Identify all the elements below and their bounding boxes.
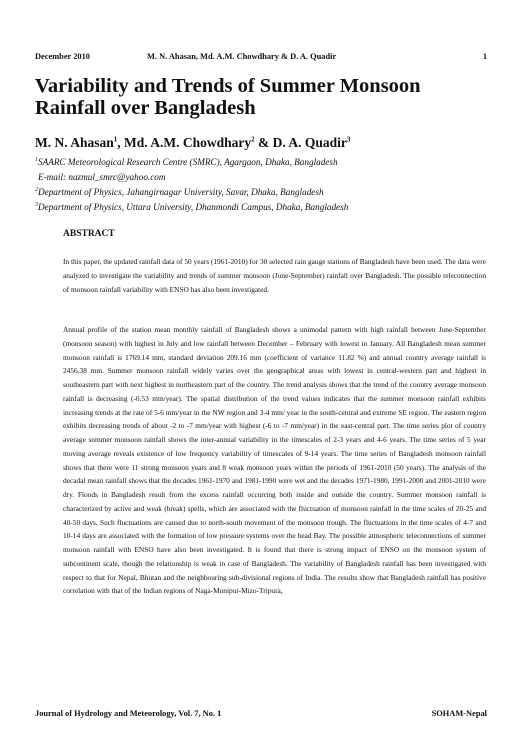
author-name: Md. A.M. Chowdhary (124, 135, 252, 150)
author-affil-marker: 2 (251, 135, 255, 144)
affiliation-marker: 3 (35, 202, 38, 209)
affiliation-line (35, 154, 505, 169)
issue-date: December 2010 (35, 52, 90, 61)
affiliation-marker: 1 (35, 157, 38, 163)
journal-citation: Journal of Hydrology and Meteorology, Vol. 7, No. 1 (35, 709, 222, 718)
affiliation-text: Department of Physics, Jahangirnagar University, Savar, Dhaka, Bangladesh (38, 187, 324, 198)
contact-email (35, 169, 505, 184)
author-separator: & (254, 135, 273, 150)
affiliation-line (35, 199, 505, 214)
affiliation-line (35, 184, 505, 199)
author-name: D. A. Quadir (272, 135, 347, 150)
affiliation-marker: 2 (35, 187, 38, 194)
paper-title: Variability and Trends of Summer Monsoon Rainfall over Bangladesh (35, 75, 421, 119)
affiliation-text: Department of Physics, Uttara University, Dhanmondi Campus, Dhaka, Bangladesh (38, 202, 349, 213)
author-affil-marker: 1 (113, 135, 118, 144)
email-text: E-mail: nazmul_smrc@yahoo.com (38, 172, 166, 183)
author-byline (35, 135, 350, 151)
affiliation-text: SAARC Meteorological Research Centre (SMRC), Agargaon, Dhaka, Bangladesh (38, 157, 338, 168)
running-authors: M. N. Ahasan, Md. A.M. Chowdhary & D. A. Quadir (147, 52, 337, 61)
publisher-name: SOHAM-Nepal (431, 709, 487, 718)
page-number: 1 (482, 52, 487, 61)
abstract-paragraph: In this paper, the updated rainfall data of 50 years (1961-2010) for 30 selected rain gauge stations of Bangladesh have been used. The data were analyzed to investigate the variability and trends of summer monsoon (June-September) rainfall over Bangladesh. The possible teleconnection of monsoon rainfall variability with ENSO has also been investigated. (63, 257, 486, 294)
abstract-paragraph: Annual profile of the station mean monthly rainfall of Bangladesh shows a unimodal pattern with high rainfall between June-September (monsoon season) with highest in July and low rainfall between December – February with lowest in January. All Bangladesh mean summer monsoon rainfall is 1769.14 mm, standard deviation 209.16 mm (coefficient of variance 11.82 %) and annual country average rainfall is 2456.38 mm. Summer monsoon rainfall widely varies over the geographical areas with lowest in central-western part and highest in southeastern part with next highest in northeastern part of the country. The trend analysis shows that the trend of the country average monsoon rainfall is decreasing (-0.53 mm/year). The spatial distribution of the trend values indicates that the summer monsoon rainfall exhibits increasing trends at the rate of 5-6 mm/year in the NW region and 3-4 mm/ year in the south-central and extreme SE region. The eastern region exhibits decreasing trends of about -2 to -7 mm/year with highest (-6 to -7 mm/year) in the east-central part. The time series plot of country average summer monsoon rainfall shows the inter-annual variability in the timescales of 2-3 years and 4-6 years. The time series of 5 year moving average reveals existence of low frequency variability of timescales of 9-14 years. The time series of Bangladesh monsoon rainfall shows that there were 11 strong monsoon years and 8 weak monsoon years within the periods of 1961-2010 (50 years). The analysis of the decadal mean rainfall shows that the decades 1961-1970 and 1981-1990 were wet and the decades 1971-1980, 1991-2000 and 2001-2010 were dry. Floods in Bangladesh result from the excess rainfall occurring both inside and outside the country. Summer monsoon rainfall is characterized by active and weak (break) spells, which are associated with the fluctuation of monsoon rainfall in the time scales of 20-25 and 40-50 days. Such fluctuations are caused due to north-south movement of the monsoon trough. The fluctuations in the time scales of 4-7 and 10-14 days are associated with the formation of low pressure systems over the head Bay. The possible atmospheric teleconnections of summer monsoon rainfall with ENSO have also been investigated. It is found that there is strong impact of ENSO on the monsoon system of subcontinent scale, though the relationship is weak in case of Bangladesh. The variability of Bangladesh rainfall has been investigated with respect to that for Nepal, Bhutan and the neighbouring sub-divisional regions of India. The results show that Bangladesh rainfall has positive correlation with that of the Indian regions of Naga-Monipur-Mizo-Tripura, (63, 325, 486, 596)
author-name: M. N. Ahasan (35, 135, 114, 150)
author-separator: , (117, 135, 125, 150)
author-affil-marker: 3 (346, 135, 351, 144)
abstract-heading: ABSTRACT (63, 229, 115, 239)
affiliations (35, 154, 505, 214)
